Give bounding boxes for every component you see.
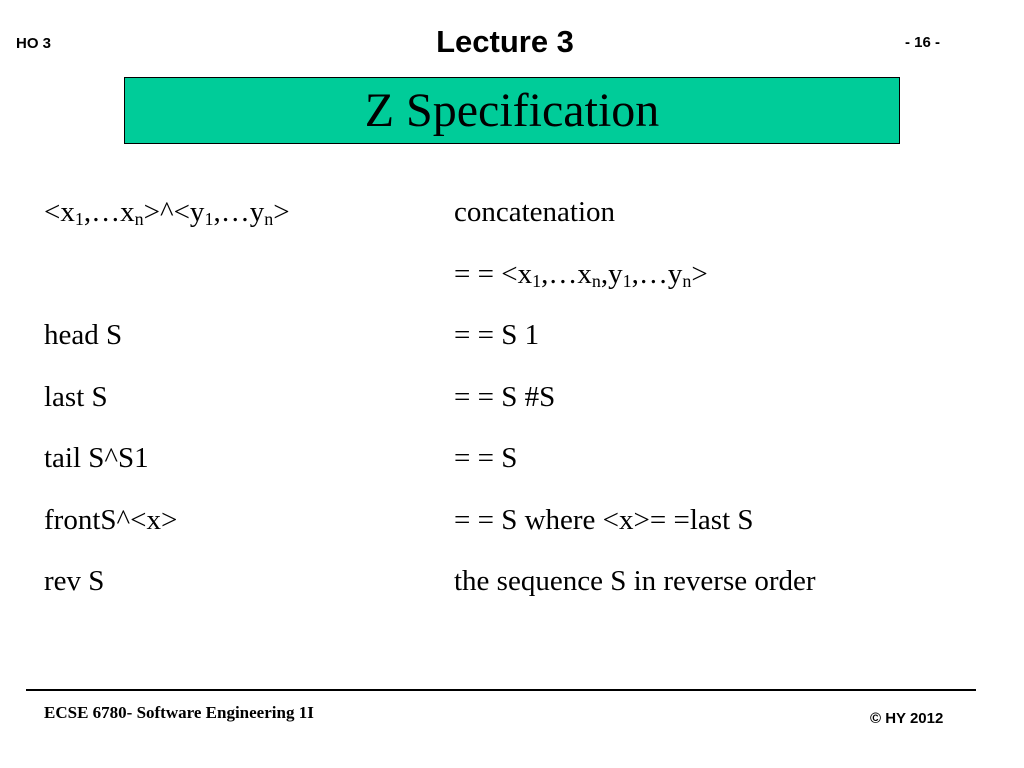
definition-row — [0, 258, 1024, 298]
text-segment: head S — [44, 319, 123, 351]
text-segment: last S — [44, 381, 108, 413]
definition-row — [0, 504, 1024, 544]
text-segment: ,…y — [631, 258, 683, 290]
text-segment: tail S^S1 — [44, 442, 149, 474]
subscript: 1 — [204, 209, 214, 229]
slide-title: Z Specification — [364, 84, 660, 137]
definition-term — [44, 504, 177, 537]
definition-term — [44, 381, 108, 414]
text-segment: frontS^<x> — [44, 504, 178, 536]
text-segment: rev S — [44, 565, 105, 597]
text-segment: = = S where <x>= =last S — [454, 504, 754, 536]
definition-row — [0, 381, 1024, 421]
footer-divider — [26, 689, 976, 691]
definition-term — [44, 565, 104, 598]
text-segment: ,…x — [541, 258, 592, 290]
definition-term — [44, 319, 122, 352]
subscript: n — [591, 271, 601, 291]
handout-label: HO 3 — [16, 35, 52, 52]
text-segment: <x — [44, 196, 75, 228]
definition-meaning — [454, 504, 754, 537]
subscript: 1 — [622, 271, 632, 291]
text-segment: concatenation — [454, 196, 616, 228]
subscript: n — [682, 271, 692, 291]
definition-meaning — [454, 565, 816, 598]
definition-meaning — [454, 381, 555, 414]
definition-meaning — [454, 196, 615, 229]
page-number: - 16 - — [905, 34, 941, 51]
subscript: 1 — [74, 209, 84, 229]
lecture-heading: Lecture 3 — [436, 24, 574, 59]
text-segment: > — [691, 258, 708, 290]
text-segment: >^<y — [143, 196, 205, 228]
definition-row — [0, 565, 1024, 605]
course-footer: ECSE 6780- Software Engineering 1I — [44, 703, 314, 722]
text-segment: > — [273, 196, 290, 228]
definition-meaning — [454, 319, 539, 352]
slide-title-box — [124, 77, 900, 144]
text-segment: ,…x — [83, 196, 135, 228]
definition-row — [0, 196, 1024, 236]
subscript: 1 — [532, 271, 542, 291]
text-segment: ,…y — [213, 196, 265, 228]
subscript: n — [264, 209, 274, 229]
subscript: n — [134, 209, 144, 229]
text-segment: = = S #S — [454, 381, 556, 413]
definition-row — [0, 442, 1024, 482]
text-segment: = = S — [454, 442, 518, 474]
text-segment: the sequence S in reverse order — [454, 565, 816, 597]
text-segment: ,y — [600, 258, 623, 290]
definition-meaning — [454, 258, 708, 291]
text-segment: = = <x — [454, 258, 533, 290]
definition-term — [44, 442, 149, 475]
definition-meaning — [454, 442, 517, 475]
definition-term — [44, 196, 290, 229]
copyright-footer: © HY 2012 — [870, 710, 944, 727]
definition-row — [0, 319, 1024, 359]
text-segment: = = S 1 — [454, 319, 540, 351]
